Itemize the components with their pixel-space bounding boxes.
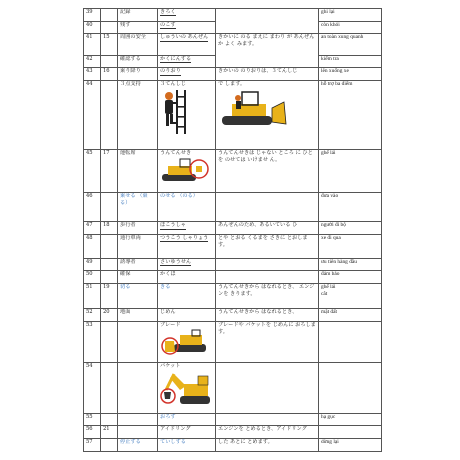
section-number (101, 9, 118, 22)
table-row (84, 322, 382, 362)
vietnamese-meaning-extra: cắt (321, 291, 328, 298)
kanji-term: 歩行者 (118, 222, 158, 235)
vietnamese-meaning: mặt đất (319, 309, 382, 322)
section-number (101, 362, 118, 413)
kana-reading: のりおり (160, 68, 181, 75)
example-sentence: ブレードや バケットを じめんに おろします。 (216, 322, 319, 362)
vietnamese-meaning: hỗ trợ ba điểm (319, 81, 382, 150)
row-number: 57 (84, 439, 101, 452)
example-sentence: あんぜんのため、あるいている ひ (216, 222, 319, 235)
row-number: 55 (84, 413, 101, 426)
row-number: 49 (84, 258, 101, 271)
row-number: 54 (84, 362, 101, 413)
table-row (84, 235, 382, 258)
vietnamese-meaning (319, 322, 382, 362)
vietnamese-meaning: đưa vào (319, 192, 382, 222)
bulldozer-climbing-icon (218, 88, 288, 128)
example-sentence (216, 271, 319, 284)
kanji-term: 地面 (118, 309, 158, 322)
kana-reading: アイドリング (158, 426, 216, 439)
example-sentence (216, 258, 319, 271)
kanji-term: ３点支持 (118, 81, 158, 150)
example-sentence: エンジンを とめるとき、アイドリング (216, 426, 319, 439)
section-number: 18 (101, 222, 118, 235)
section-number (101, 439, 118, 452)
table-row (84, 258, 382, 271)
example-sentence: で します。 (218, 81, 246, 88)
table-row (84, 309, 382, 322)
table-row (84, 81, 382, 150)
vietnamese-meaning: còn khỏi (319, 21, 382, 34)
row-number: 50 (84, 271, 101, 284)
example-sentence: した あとに とめます。 (216, 439, 319, 452)
table-row (84, 222, 382, 235)
vietnamese-meaning: an toàn xung quanh (319, 34, 382, 55)
row-number: 41 (84, 34, 101, 55)
row-number: 42 (84, 55, 101, 68)
kana-reading: バケット (160, 362, 181, 369)
table-row (84, 34, 382, 55)
vietnamese-meaning: kiểm tra (319, 55, 382, 68)
kana-reading: しゅういの あんぜん (160, 34, 209, 41)
vietnamese-meaning: ghi lại (319, 9, 382, 22)
section-number (101, 192, 118, 222)
table-row (84, 271, 382, 284)
vietnamese-meaning: hạ gục (319, 413, 382, 426)
section-number (101, 413, 118, 426)
kana-reading: つうこう しゃりょう (160, 235, 209, 242)
kanji-term: 通行車両 (118, 235, 158, 258)
kana-reading: うんてんせき (160, 150, 192, 157)
kanji-term: 誘導者 (118, 258, 158, 271)
table-row (84, 68, 382, 81)
example-sentence: きかいの のりおりは、３てんしじ (216, 68, 319, 81)
section-number: 17 (101, 150, 118, 192)
kanji-term (118, 362, 158, 413)
example-sentence: とや とおる くるまを さきに とおします。 (216, 235, 319, 258)
kanji-term: 確認する (118, 55, 158, 68)
kanji-term (118, 426, 158, 439)
vietnamese-meaning: xe đi qua (319, 235, 382, 258)
table-row (84, 192, 382, 222)
vietnamese-meaning: ưu tiên hàng đầu (319, 258, 382, 271)
kana-reading: さいゆうせん (160, 258, 192, 265)
table-row (84, 439, 382, 452)
table-row (84, 284, 382, 309)
row-number: 46 (84, 192, 101, 222)
kanji-term: 周囲の安全 (118, 34, 158, 55)
table-row (84, 150, 382, 192)
row-number: 45 (84, 150, 101, 192)
kana-reading: おろす (158, 413, 216, 426)
row-number: 56 (84, 426, 101, 439)
kana-reading: かくにんする (160, 55, 192, 62)
section-number: 20 (101, 309, 118, 322)
bulldozer-seat-callout-icon (160, 157, 210, 183)
row-number: 44 (84, 81, 101, 150)
kanji-term: 運転席 (118, 150, 158, 192)
kana-reading: ブレード (160, 322, 181, 329)
kana-reading: じめん (158, 309, 216, 322)
vietnamese-meaning: ghế lái (321, 284, 336, 290)
kana-reading: きる (158, 284, 216, 309)
vietnamese-meaning: ghế lái (319, 150, 382, 192)
example-sentence: うんてんせきから はなれるとき、 (216, 309, 319, 322)
row-number: 48 (84, 235, 101, 258)
row-number: 51 (84, 284, 101, 309)
section-number: 21 (101, 426, 118, 439)
kana-reading: ていしする (158, 439, 216, 452)
example-sentence (216, 9, 319, 34)
vietnamese-meaning: người đi bộ (319, 222, 382, 235)
kana-reading: かくほ (158, 271, 216, 284)
section-number: 16 (101, 68, 118, 81)
kanji-term: 残す (118, 21, 158, 34)
example-sentence: うんてんせきは じゃない ところ に ひとを のせては いけませ ん。 (216, 150, 319, 192)
vietnamese-meaning: dừng lại (319, 439, 382, 452)
example-sentence (216, 413, 319, 426)
vietnamese-meaning: lên xuống xe (319, 68, 382, 81)
example-sentence: きかいに のる まえに まわり が あんぜんか よく みます。 (216, 34, 319, 68)
row-number: 47 (84, 222, 101, 235)
section-number (101, 258, 118, 271)
section-number (101, 21, 118, 34)
table-row (84, 426, 382, 439)
bulldozer-blade-callout-icon (160, 329, 210, 355)
vietnamese-meaning: đảm bảo (319, 271, 382, 284)
section-number: 15 (101, 34, 118, 55)
kanji-term: 切る (118, 284, 158, 309)
kanji-term: 確保 (118, 271, 158, 284)
section-number (101, 55, 118, 68)
row-number: 39 (84, 9, 101, 22)
kana-reading: ほこうしゃ (160, 222, 186, 229)
table-row (84, 362, 382, 413)
kana-reading: のせる （のる） (158, 192, 216, 222)
table-row (84, 413, 382, 426)
kana-reading: ３てんしじ (160, 81, 186, 88)
excavator-bucket-callout-icon (160, 370, 212, 406)
row-number: 53 (84, 322, 101, 362)
section-number (101, 235, 118, 258)
section-number (101, 322, 118, 362)
kanji-term: 乗せる （乗る） (118, 192, 158, 222)
vocabulary-table (83, 8, 382, 452)
kanji-term (118, 322, 158, 362)
section-number: 19 (101, 284, 118, 309)
kana-reading: のこす (160, 21, 176, 28)
example-sentence: うんてんせきから はなれるとき、 エンジンを きります。 (216, 284, 319, 309)
table-row (84, 9, 382, 22)
kanji-term (118, 413, 158, 426)
section-number (101, 271, 118, 284)
section-number (101, 81, 118, 150)
kanji-term: 記録 (118, 9, 158, 22)
example-sentence (216, 192, 319, 222)
row-number: 40 (84, 21, 101, 34)
kanji-term: 停止する (118, 439, 158, 452)
ladder-climbing-icon (160, 88, 186, 136)
row-number: 43 (84, 68, 101, 81)
row-number: 52 (84, 309, 101, 322)
example-sentence (216, 362, 319, 413)
kanji-term: 乗り降り (118, 68, 158, 81)
vietnamese-meaning (319, 426, 382, 439)
kana-reading: きろく (160, 9, 176, 15)
vietnamese-meaning (319, 362, 382, 413)
